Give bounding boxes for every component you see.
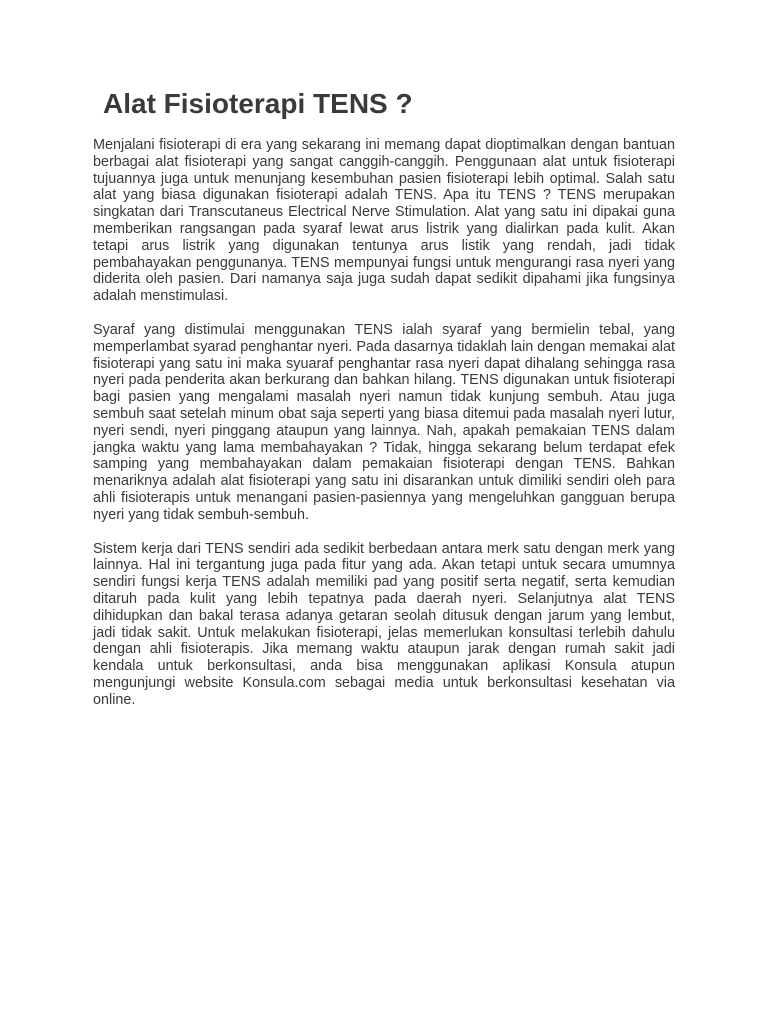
paragraph-intro: Menjalani fisioterapi di era yang sekarang ini memang dapat dioptimalkan dengan bantuan berbagai alat fisioterapi yang sangat canggih-canggih. Penggunaan alat untuk fisioterapi tujuannya juga untuk menunjang kesembuhan pasien fisioterapi lebih optimal. Salah satu alat yang biasa digunakan fisioterapi adalah TENS. Apa itu TENS ? TENS merupakan singkatan dari Transcutaneus Electrical Nerve Stimulation. Alat yang satu ini dipakai guna memberikan rangsangan pada syaraf lewat arus listrik yang dialirkan pada kulit. Akan tetapi arus listrik yang digunakan tentunya arus listik yang rendah, jadi tidak pembahayakan penggunanya. TENS mempunyai fungsi untuk mengurangi rasa nyeri yang diderita oleh pasien. Dari namanya saja juga sudah dapat sedikit dipahami jika fungsinya adalah menstimulasi. xyxy=(93,137,675,305)
document-body xyxy=(93,137,675,726)
paragraph-nerve-stimulation: Syaraf yang distimulai menggunakan TENS ialah syaraf yang bermielin tebal, yang memperlambat syarad penghantar nyeri. Pada dasarnya tidaklah lain dengan memakai alat fisioterapi yang satu ini maka syuaraf penghantar rasa nyeri dapat dihalang sehingga rasa nyeri pada penderita akan berkurang dan bahkan hilang. TENS digunakan untuk fisioterapi bagi pasien yang mengalami masalah nyeri namun tidak kunjung sembuh. Atau juga sembuh saat setelah minum obat saja seperti yang biasa ditemui pada masalah nyeri lutur, nyeri sendi, nyeri pinggang ataupun yang lainnya. Nah, apakah pemakaian TENS dalam jangka waktu yang lama membahayakan ? Tidak, hingga sekarang belum terdapat efek samping yang membahayakan dalam pemakaian fisioterapi dengan TENS. Bahkan menariknya adalah alat fisioterapi yang satu ini disarankan untuk dimiliki sendiri oleh para ahli fisioterapis untuk menangani pasien-pasiennya yang mengeluhkan gangguan berupa nyeri yang tidak sembuh-sembuh. xyxy=(93,321,675,523)
document-title: Alat Fisioterapi TENS ? xyxy=(103,88,413,119)
paragraph-working-system: Sistem kerja dari TENS sendiri ada sedikit berbedaan antara merk satu dengan merk yang lainnya. Hal ini tergantung juga pada fitur yang ada. Akan tetapi untuk secara umumnya sendiri fungsi kerja TENS adalah memiliki pad yang positif serta negatif, serta kemudian ditaruh pada kulit yang lebih tepatnya pada daerah nyeri. Selanjutnya alat TENS dihidupkan dan bakal terasa adanya getaran seolah ditusuk dengan jarum yang lembut, jadi tidak sakit. Untuk melakukan fisioterapi, jelas memerlukan konsultasi terlebih dahulu dengan ahli fisioterapis. Jika memang waktu ataupun jarak dengan rumah sakit jadi kendala untuk berkonsultasi, anda bisa menggunakan aplikasi Konsula atupun mengunjungi website Konsula.com sebagai media untuk berkonsultasi kesehatan via online. xyxy=(93,540,675,708)
